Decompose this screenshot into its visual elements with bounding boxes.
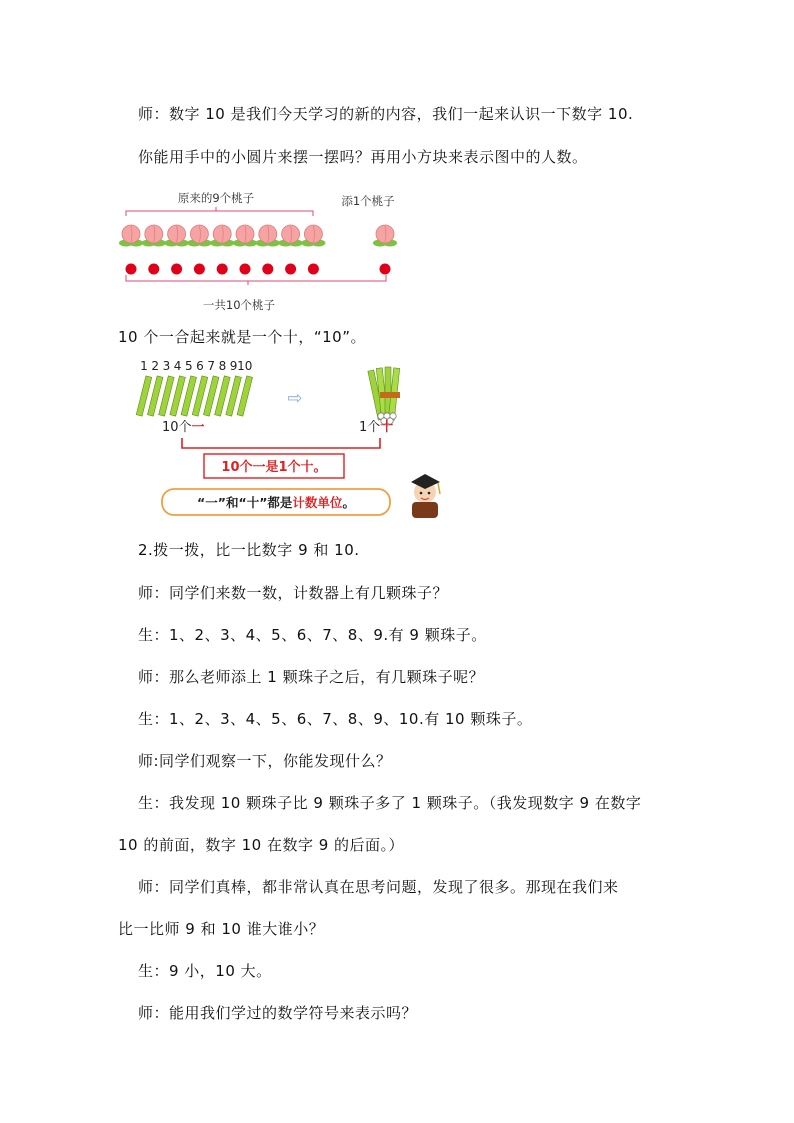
paragraph-3: 10 个一合起来就是一个十，“10”。	[118, 328, 366, 346]
statement-text: 10个一是1个十。	[221, 460, 327, 475]
svg-text:“一”和“十”都是计数单位。	[197, 495, 355, 510]
paragraph-5: 师：同学们来数一数，计数器上有几颗珠子？	[138, 584, 449, 602]
stick-number: 5	[184, 359, 193, 373]
peach-figure	[118, 185, 418, 325]
paragraph-4: 2.拨一拨，比一比数字 9 和 10.	[138, 541, 360, 559]
stick-number: 10	[237, 359, 253, 373]
stick-number: 3	[162, 359, 171, 373]
counter-dot	[126, 264, 137, 275]
teacher-icon	[411, 474, 440, 518]
counter-dot	[194, 264, 205, 275]
svg-text:1个十	[359, 419, 393, 435]
counter-dot	[262, 264, 273, 275]
connector-line	[182, 438, 380, 448]
counter-dot	[171, 264, 182, 275]
paragraph-8: 生：1、2、3、4、5、6、7、8、9、10.有 10 颗珠子。	[138, 710, 533, 728]
stick-number: 1	[140, 359, 148, 373]
paragraph-6: 生：1、2、3、4、5、6、7、8、9.有 9 颗珠子。	[138, 626, 487, 644]
peach-icon	[233, 225, 257, 247]
total-peaches-label: 一共10个桃子	[202, 298, 276, 312]
one-unit-label: 一	[191, 420, 205, 435]
paragraph-15: 师：能用我们学过的数学符号来表示吗？	[138, 1004, 418, 1022]
counter-dot	[148, 264, 159, 275]
stick-number: 9	[229, 359, 238, 373]
counter-dot	[380, 264, 391, 275]
stick-number: 7	[207, 359, 216, 373]
stick-number: 8	[218, 359, 227, 373]
paragraph-1: 师：数字 10 是我们今天学习的新的内容，我们一起来认识一下数字 10.	[138, 105, 634, 123]
stick-number: 4	[173, 359, 182, 373]
peach-icon	[165, 225, 189, 247]
sticks-figure	[118, 352, 458, 522]
speech-text-1: “一”和“十”都是	[197, 495, 293, 510]
counter-dot	[240, 264, 251, 275]
ten-bundle-icon	[368, 367, 400, 424]
peach-icon	[279, 225, 303, 247]
paragraph-7: 师：那么老师添上 1 颗珠子之后，有几颗珠子呢？	[138, 668, 485, 686]
paragraph-9: 师:同学们观察一下，你能发现什么？	[138, 752, 392, 770]
stick-number: 2	[151, 359, 160, 373]
speech-text-2: 计数单位	[292, 495, 343, 510]
paragraph-14: 生：9 小，10 大。	[138, 962, 272, 980]
peach-icon	[256, 225, 280, 247]
peach-icon	[301, 225, 325, 247]
peach-icon	[373, 225, 397, 247]
ten-unit-label: 十	[380, 420, 394, 435]
added-peach-label: 添1个桃子	[341, 194, 395, 208]
one-ten-label: 1个	[359, 420, 381, 435]
paragraph-2: 你能用手中的小圆片来摆一摆吗？再用小方块来表示图中的人数。	[138, 148, 588, 166]
peach-icon	[210, 225, 234, 247]
paragraph-11: 10 的前面，数字 10 在数字 9 的后面。）	[118, 836, 405, 854]
ten-ones-label: 10个	[162, 420, 192, 435]
peach-icon	[142, 225, 166, 247]
speech-text-end: 。	[342, 495, 355, 510]
original-brace	[126, 207, 313, 216]
paragraph-12: 师：同学们真棒，都非常认真在思考问题，发现了很多。那现在我们来	[138, 878, 619, 896]
arrow-icon: ⇨	[287, 388, 303, 409]
counter-dot	[308, 264, 319, 275]
original-peaches-label: 原来的9个桃子	[177, 191, 255, 205]
counter-dot	[217, 264, 228, 275]
peach-icon	[119, 225, 143, 247]
peach-icon	[187, 225, 211, 247]
total-brace	[126, 275, 386, 285]
svg-text:10个一	[162, 420, 205, 435]
stick-number: 6	[196, 359, 204, 373]
counter-dot	[285, 264, 296, 275]
paragraph-10: 生：我发现 10 颗珠子比 9 颗珠子多了 1 颗珠子。（我发现数字 9 在数字	[138, 794, 642, 812]
paragraph-13: 比一比师 9 和 10 谁大谁小？	[118, 920, 325, 938]
